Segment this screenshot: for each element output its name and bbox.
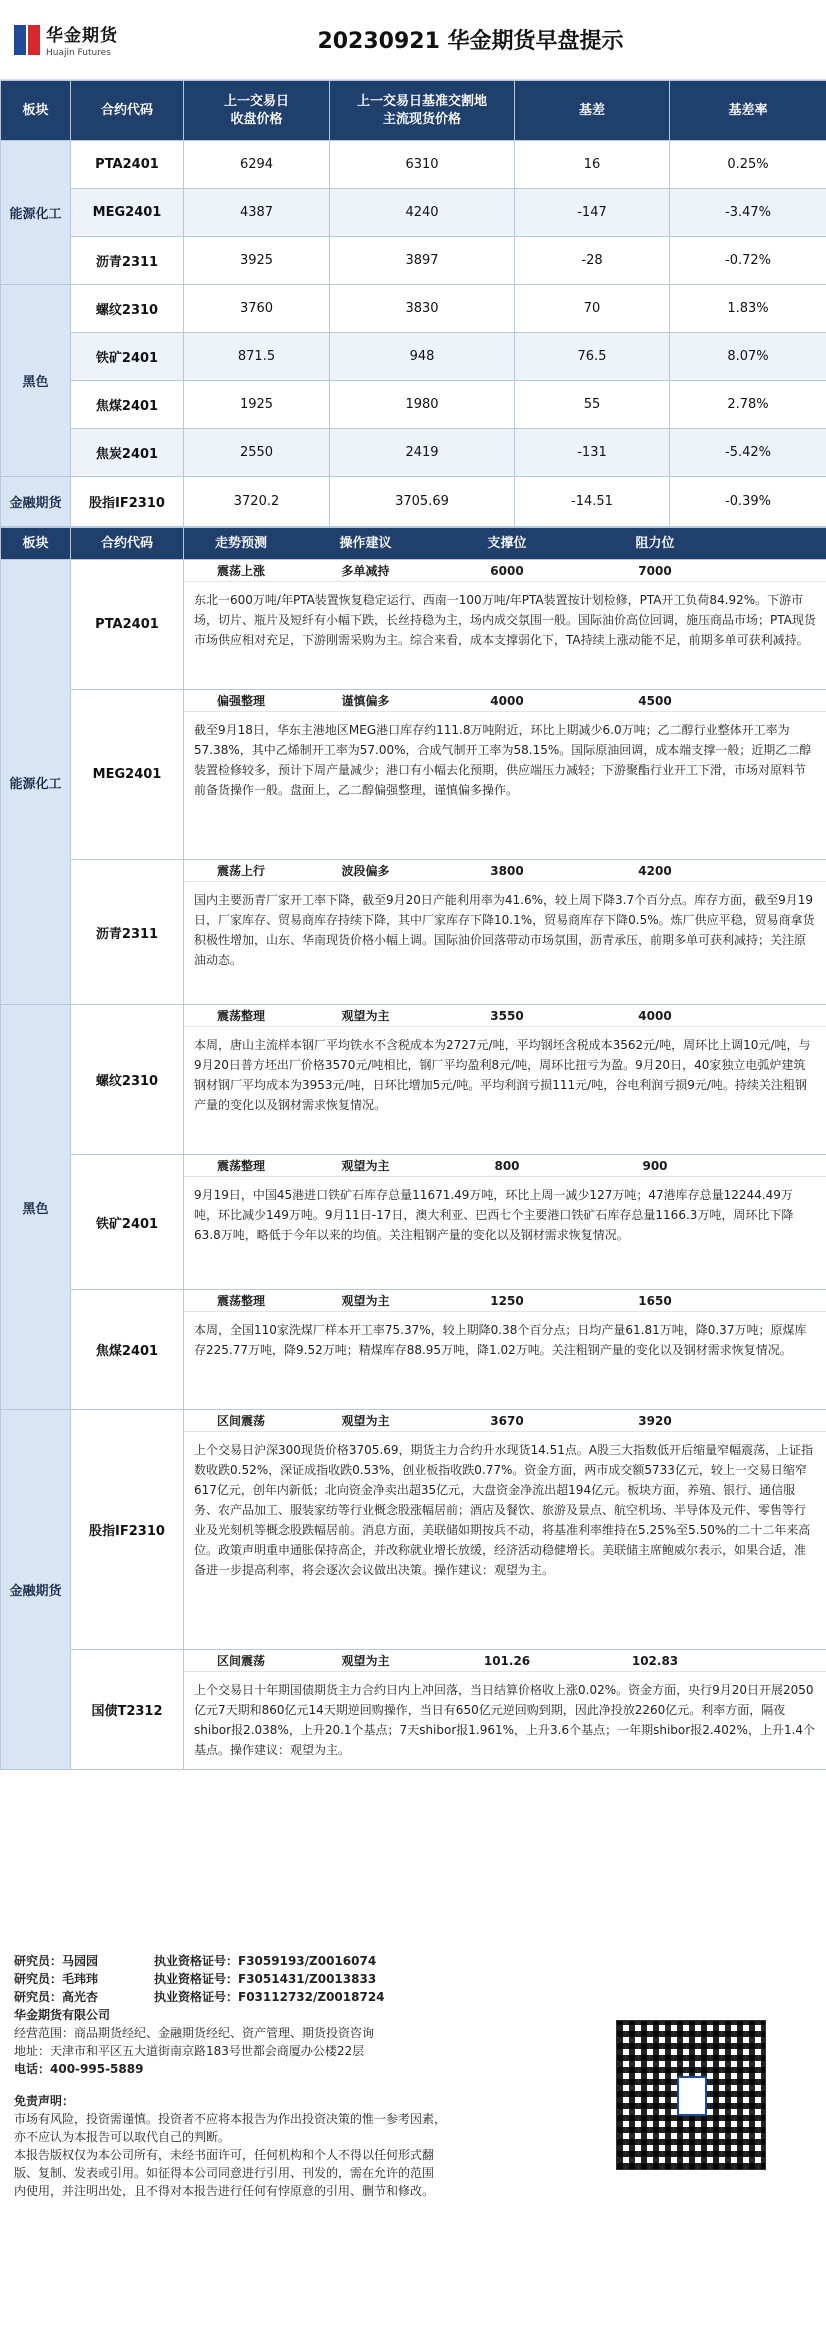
- disclaimer-line: 版、复制、发表或引用。如征得本公司同意进行引用、刊发的，需在允许的范围: [14, 2166, 435, 2180]
- basis-rate: 0.25%: [670, 141, 826, 189]
- resistance-level: 3920: [638, 1414, 672, 1428]
- contract-code: 焦炭2401: [71, 429, 184, 477]
- analysis-summary-bar: [184, 1410, 826, 1432]
- researcher-cert: 执业资格证号：F03112732/Z0018724: [154, 1990, 385, 2004]
- analysis-header-cell: 板块: [1, 528, 71, 560]
- disclaimer-line: 本报告版权仅为本公司所有，未经书面许可，任何机构和个人不得以任何形式翻: [14, 2148, 435, 2162]
- resistance-level: 4000: [638, 1009, 672, 1023]
- analysis-row: [1, 860, 826, 1005]
- contract-code: 铁矿2401: [71, 333, 184, 381]
- trend-forecast: 震荡整理: [216, 1294, 265, 1308]
- researcher-row: [14, 1952, 812, 1970]
- page-title: 20230921 华金期货早盘提示: [317, 29, 624, 54]
- logo-chinese-name: 华金期货: [46, 26, 118, 46]
- basis-value: -131: [515, 429, 670, 477]
- contract-code: PTA2401: [71, 141, 184, 189]
- resistance-level: 900: [642, 1159, 668, 1173]
- support-level: 800: [494, 1159, 520, 1173]
- company-address: 地址：天津市和平区五大道街南京路183号世都会商厦办公楼22层: [14, 2044, 365, 2058]
- analysis-header-label: 阻力位: [635, 535, 675, 551]
- analysis-header-label: 操作建议: [339, 535, 392, 551]
- basis-rate: -0.39%: [670, 477, 826, 527]
- basis-value: 70: [515, 285, 670, 333]
- analysis-row: [1, 690, 826, 860]
- company-name: 华金期货有限公司: [14, 2008, 111, 2022]
- analysis-row: [1, 1005, 826, 1155]
- spot-price: 948: [330, 333, 515, 381]
- operation-advice: 谨慎偏多: [341, 694, 390, 708]
- support-level: 3670: [490, 1414, 524, 1428]
- basis-header-cell: 上一交易日 收盘价格: [184, 81, 330, 141]
- basis-header-cell: 基差率: [670, 81, 826, 141]
- basis-row: [1, 381, 826, 429]
- trend-forecast: 偏强整理: [216, 694, 265, 708]
- contract-code: MEG2401: [71, 690, 184, 860]
- operation-advice: 观望为主: [341, 1294, 390, 1308]
- trend-forecast: 震荡上行: [216, 864, 265, 878]
- support-level: 3550: [490, 1009, 524, 1023]
- basis-rate: 8.07%: [670, 333, 826, 381]
- analysis-cell: [184, 690, 826, 860]
- analysis-row: [1, 560, 826, 690]
- contract-code: 焦煤2401: [71, 381, 184, 429]
- researcher-name: 研究员：高光杏: [14, 1990, 99, 2004]
- sector-cell: 金融期货: [1, 477, 71, 527]
- researcher-name: 研究员：马园园: [14, 1954, 99, 1968]
- report-header: [0, 0, 826, 80]
- contract-code: 沥青2311: [71, 237, 184, 285]
- close-price: 1925: [184, 381, 330, 429]
- contract-code: 螺纹2310: [71, 285, 184, 333]
- analysis-cell: [184, 1005, 826, 1155]
- contract-code: MEG2401: [71, 189, 184, 237]
- analysis-header-label: 走势预测: [214, 535, 267, 551]
- analysis-cell: [184, 560, 826, 690]
- analysis-summary-bar: [184, 690, 826, 712]
- support-level: 101.26: [483, 1654, 531, 1668]
- analysis-summary-bar: [184, 1290, 826, 1312]
- company-phone: 电话：400-995-5889: [14, 2062, 144, 2076]
- basis-header-cell: 上一交易日基准交割地 主流现货价格: [330, 81, 515, 141]
- operation-advice: 观望为主: [341, 1009, 390, 1023]
- sector-cell: 金融期货: [1, 1410, 71, 1770]
- analysis-row: [1, 1290, 826, 1410]
- contract-code: PTA2401: [71, 560, 184, 690]
- disclaimer-line: 市场有风险，投资需谨慎。投资者不应将本报告为作出投资决策的惟一参考因素，: [14, 2112, 447, 2126]
- resistance-level: 102.83: [631, 1654, 679, 1668]
- trend-forecast: 震荡上涨: [216, 564, 265, 578]
- qr-code-icon: [616, 2020, 766, 2170]
- analysis-text: 国内主要沥青厂家开工率下降，截至9月20日产能利用率为41.6%，较上周下降3.7个百分点。库存方面，截至9月19日，厂家库存、贸易商库存持续下降，其中厂家库存下降10.1%，贸易商库存下降0.5%。炼厂供应平稳，贸易商拿货积极性增加，山东、华南现货价格小幅上调。国际油价回落带动市场氛围，沥青承压，前期多单可获利减持；关注原油动态。: [194, 893, 815, 967]
- spot-price: 3830: [330, 285, 515, 333]
- analysis-text: 本周，唐山主流样本钢厂平均铁水不含税成本为2727元/吨，平均钢坯含税成本3562元/吨，周环比上调10元/吨，与9月20日普方坯出厂价格3570元/吨相比，钢厂平均盈利8元/吨，周环比扭亏为盈。9月20日，40家独立电弧炉建筑钢材钢厂平均成本为3953元/吨，日环比增加5元/吨。平均利润亏损111元/吨，谷电利润亏损9元/吨。持续关注粗钢产量的变化以及钢材需求恢复情况。: [194, 1038, 811, 1112]
- researcher-row: [14, 1988, 812, 2006]
- operation-advice: 观望为主: [341, 1414, 390, 1428]
- analysis-cell: [184, 1650, 826, 1770]
- basis-header-cell: 合约代码: [71, 81, 184, 141]
- close-price: 871.5: [184, 333, 330, 381]
- basis-row: [1, 333, 826, 381]
- disclaimer-title: 免责声明：: [14, 2094, 75, 2108]
- contract-code: 铁矿2401: [71, 1155, 184, 1290]
- resistance-level: 4200: [638, 864, 672, 878]
- analysis-row: [1, 1155, 826, 1290]
- basis-value: -14.51: [515, 477, 670, 527]
- basis-rate: -0.72%: [670, 237, 826, 285]
- operation-advice: 观望为主: [341, 1159, 390, 1173]
- operation-advice: 观望为主: [341, 1654, 390, 1668]
- contract-code: 沥青2311: [71, 860, 184, 1005]
- close-price: 2550: [184, 429, 330, 477]
- logo-mark-icon: [14, 25, 40, 55]
- support-level: 3800: [490, 864, 524, 878]
- contract-code: 股指IF2310: [71, 1410, 184, 1650]
- basis-row: [1, 477, 826, 527]
- analysis-text: 上个交易日十年期国债期货主力合约日内上冲回落，当日结算价格收上涨0.02%。资金方面，央行9月20日开展2050亿元7天期和860亿元14天期逆回购操作，当日有650亿元逆回购到期，因此净投放2260亿元。利率方面，隔夜shibor报2.038%，上升20.1个基点；7天shibor报1.961%，上升3.6个基点；一年期shibor报2.402%，上升1.4个基点。操作建议：观望为主。: [194, 1683, 816, 1757]
- analysis-row: [1, 1650, 826, 1770]
- analysis-header-label: 支撑位: [487, 535, 527, 551]
- sector-cell: 能源化工: [1, 141, 71, 285]
- researcher-cert: 执业资格证号：F3059193/Z0016074: [154, 1954, 377, 1968]
- contract-code: 股指IF2310: [71, 477, 184, 527]
- business-scope: 经营范围：商品期货经纪、金融期货经纪、资产管理、期货投资咨询: [14, 2026, 375, 2040]
- support-level: 4000: [490, 694, 524, 708]
- close-price: 6294: [184, 141, 330, 189]
- basis-value: 16: [515, 141, 670, 189]
- basis-value: 76.5: [515, 333, 670, 381]
- spot-price: 2419: [330, 429, 515, 477]
- basis-rate: 1.83%: [670, 285, 826, 333]
- trend-forecast: 震荡整理: [216, 1159, 265, 1173]
- analysis-text: 9月19日，中国45港进口铁矿石库存总量11671.49万吨，环比上周一减少127万吨；47港库存总量12244.49万吨，环比减少149万吨。9月11日-17日，澳大利亚、巴西七个主要港口铁矿石库存总量1166.3万吨，周环比下降63.8万吨，略低于今年以来的均值。关注粗钢产量的变化以及钢材需求恢复情况。: [194, 1188, 794, 1242]
- analysis-summary-bar: [184, 860, 826, 882]
- analysis-cell: [184, 1155, 826, 1290]
- resistance-level: 1650: [638, 1294, 672, 1308]
- spot-price: 1980: [330, 381, 515, 429]
- analysis-header-group: [184, 528, 826, 560]
- analysis-text: 上个交易日沪深300现货价格3705.69，期货主力合约升水现货14.51点。A股三大指数低开后缩量窄幅震荡，上证指数收跌0.52%，深证成指收跌0.53%，创业板指收跌0.77%。资金方面，两市成交额5733亿元，较上一交易日缩窄617亿元，创年内新低；北向资金净卖出超35亿元，大盘资金净流出超194亿元。板块方面，养殖、银行、通信服务、农产品加工、服装家纺等行业概念股涨幅居前；酒店及餐饮、旅游及景点、航空机场、半导体及元件、零售等行业及光刻机等概念股跌幅居前。消息方面，美联储如期按兵不动，将基准利率维持在5.25%至5.50%的二十二年来高位。政策声明重申通胀保持高企，并改称就业增长放缓，经济活动稳健增长。美联储主席鲍威尔表示，如果合适，准备进一步提高利率，将会逐次会议做出决策。操作建议：观望为主。: [194, 1443, 814, 1577]
- trend-forecast: 区间震荡: [216, 1414, 265, 1428]
- close-price: 3925: [184, 237, 330, 285]
- spot-price: 3897: [330, 237, 515, 285]
- analysis-header-cell: 合约代码: [71, 528, 184, 560]
- analysis-text: 东北一600万吨/年PTA装置恢复稳定运行、西南一100万吨/年PTA装置按计划检修，PTA开工负荷84.92%。下游市场，切片、瓶片及短纤有小幅下跌，长丝持稳为主，场内成交氛围一般。国际油价高位回调，施压商品市场；PTA现货市场供应相对充足，下游刚需采购为主。综合来看，成本支撑弱化下，TA持续上涨动能不足，前期多单可获利减持。: [194, 593, 816, 647]
- analysis-row: [1, 1410, 826, 1650]
- researcher-cert: 执业资格证号：F3051431/Z0013833: [154, 1972, 377, 1986]
- disclaimer-line: 亦不应认为本报告可以取代自己的判断。: [14, 2130, 231, 2144]
- trend-forecast: 震荡整理: [216, 1009, 265, 1023]
- spot-price: 6310: [330, 141, 515, 189]
- sector-cell: 黑色: [1, 1005, 71, 1410]
- operation-advice: 多单减持: [341, 564, 390, 578]
- resistance-level: 4500: [638, 694, 672, 708]
- basis-row: [1, 285, 826, 333]
- contract-code: 焦煤2401: [71, 1290, 184, 1410]
- analysis-summary-bar: [184, 1155, 826, 1177]
- close-price: 3720.2: [184, 477, 330, 527]
- basis-rate: 2.78%: [670, 381, 826, 429]
- basis-table: [0, 80, 826, 527]
- researcher-list: [14, 1952, 812, 2006]
- analysis-summary-bar: [184, 1005, 826, 1027]
- analysis-table: [0, 527, 826, 1770]
- basis-value: 55: [515, 381, 670, 429]
- basis-rate: -5.42%: [670, 429, 826, 477]
- close-price: 4387: [184, 189, 330, 237]
- spot-price: 4240: [330, 189, 515, 237]
- sector-cell: 能源化工: [1, 560, 71, 1005]
- basis-row: [1, 237, 826, 285]
- basis-row: [1, 141, 826, 189]
- basis-rate: -3.47%: [670, 189, 826, 237]
- basis-row: [1, 189, 826, 237]
- analysis-cell: [184, 1290, 826, 1410]
- contract-code: 螺纹2310: [71, 1005, 184, 1155]
- disclaimer-line: 内使用，并注明出处，且不得对本报告进行任何有悖原意的引用、删节和修改。: [14, 2184, 435, 2198]
- contract-code: 国债T2312: [71, 1650, 184, 1770]
- resistance-level: 7000: [638, 564, 672, 578]
- support-level: 6000: [490, 564, 524, 578]
- researcher-name: 研究员：毛玮玮: [14, 1972, 99, 1986]
- basis-header-cell: 基差: [515, 81, 670, 141]
- basis-header-cell: 板块: [1, 81, 71, 141]
- logo-english-name: Huajin Futures: [46, 48, 111, 58]
- basis-value: -28: [515, 237, 670, 285]
- analysis-text: 截至9月18日，华东主港地区MEG港口库存约111.8万吨附近，环比上期减少6.0万吨；乙二醇行业整体开工率为57.38%，其中乙烯制开工率为57.00%，合成气制开工率为58.15%。国际原油回调，成本端支撑一般；近期乙二醇装置检修较多，预计下周产量减少；港口有小幅去化预期，供应端压力减轻；下游聚酯行业开工下滑，市场对原料节前备货操作一般。盘面上，乙二醇偏强整理，谨慎偏多操作。: [194, 723, 812, 797]
- operation-advice: 波段偏多: [341, 864, 390, 878]
- analysis-summary-bar: [184, 560, 826, 582]
- analysis-cell: [184, 860, 826, 1005]
- trend-forecast: 区间震荡: [216, 1654, 265, 1668]
- support-level: 1250: [490, 1294, 524, 1308]
- close-price: 3760: [184, 285, 330, 333]
- researcher-row: [14, 1970, 812, 1988]
- analysis-summary-bar: [184, 1650, 826, 1672]
- basis-row: [1, 429, 826, 477]
- analysis-cell: [184, 1410, 826, 1650]
- company-logo: [0, 21, 175, 58]
- sector-cell: 黑色: [1, 285, 71, 477]
- basis-value: -147: [515, 189, 670, 237]
- analysis-text: 本周，全国110家洗煤厂样本开工率75.37%，较上期降0.38个百分点；日均产量61.81万吨，降0.37万吨；原煤库存225.77万吨，降9.52万吨；精煤库存88.95万吨，降1.02万吨。关注粗钢产量的变化以及钢材需求恢复情况。: [194, 1323, 807, 1357]
- spot-price: 3705.69: [330, 477, 515, 527]
